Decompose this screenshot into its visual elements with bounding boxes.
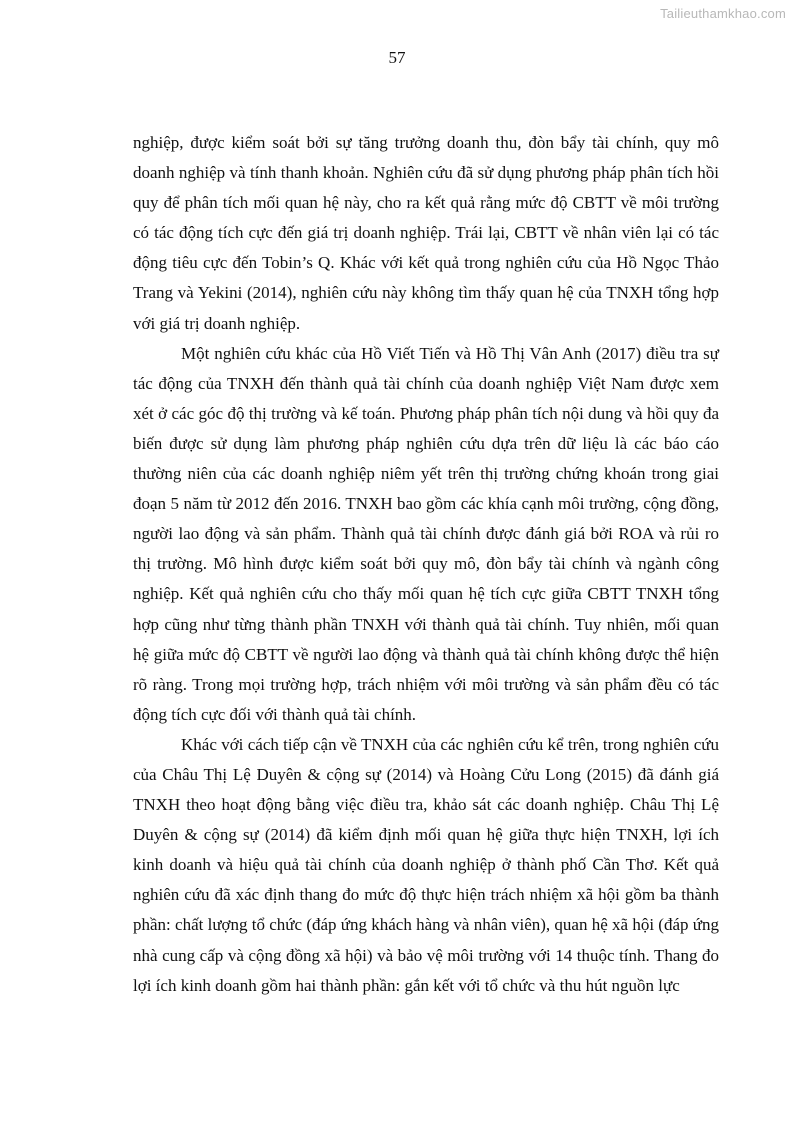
document-body [133,128,719,1001]
watermark-text: Tailieuthamkhao.com [660,6,786,21]
page-number: 57 [388,48,406,67]
paragraph-continued: nghiệp, được kiểm soát bởi sự tăng trưởng doanh thu, đòn bẩy tài chính, quy mô doanh nghiệp và tính thanh khoản. Nghiên cứu đã sử dụng phương pháp phân tích hồi quy để phân tích mối quan hệ này, cho ra kết quả rằng mức độ CBTT về môi trường có tác động tích cực đến giá trị doanh nghiệp. Trái lại, CBTT về nhân viên lại có tác động tiêu cực đến Tobin’s Q. Khác với kết quả trong nghiên cứu của Hồ Ngọc Thảo Trang và Yekini (2014), nghiên cứu này không tìm thấy quan hệ của TNXH tổng hợp với giá trị doanh nghiệp. [133,133,719,333]
paragraph: Một nghiên cứu khác của Hồ Viết Tiến và Hồ Thị Vân Anh (2017) điều tra sự tác động của TNXH đến thành quả tài chính của doanh nghiệp Việt Nam được xem xét ở các góc độ thị trường và kế toán. Phương pháp phân tích nội dung và hồi quy đa biến được sử dụng làm phương pháp nghiên cứu dựa trên dữ liệu là các báo cáo thường niên của các doanh nghiệp niêm yết trên thị trường chứng khoán trong giai đoạn 5 năm từ 2012 đến 2016. TNXH bao gồm các khía cạnh môi trường, cộng đồng, người lao động và sản phẩm. Thành quả tài chính được đánh giá bởi ROA và rủi ro thị trường. Mô hình được kiểm soát bởi quy mô, đòn bẩy tài chính và ngành công nghiệp. Kết quả nghiên cứu cho thấy mối quan hệ tích cực giữa CBTT TNXH tổng hợp cũng như từng thành phần TNXH với thành quả tài chính. Tuy nhiên, mối quan hệ giữa mức độ CBTT về người lao động và thành quả tài chính không được thể hiện rõ ràng. Trong mọi trường hợp, trách nhiệm với môi trường và sản phẩm đều có tác động tích cực đối với thành quả tài chính. [133,343,719,724]
paragraph: Khác với cách tiếp cận về TNXH của các nghiên cứu kể trên, trong nghiên cứu của Châu Thị Lệ Duyên & cộng sự (2014) và Hoàng Cửu Long (2015) đã đánh giá TNXH theo hoạt động bằng việc điều tra, khảo sát các doanh nghiệp. Châu Thị Lệ Duyên & cộng sự (2014) đã kiểm định mối quan hệ giữa thực hiện TNXH, lợi ích kinh doanh và hiệu quả tài chính của doanh nghiệp ở thành phố Cần Thơ. Kết quả nghiên cứu đã xác định thang đo mức độ thực hiện trách nhiệm xã hội gồm ba thành phần: chất lượng tổ chức (đáp ứng khách hàng và nhân viên), quan hệ xã hội (đáp ứng nhà cung cấp và cộng đồng xã hội) và bảo vệ môi trường với 14 thuộc tính. Thang đo lợi ích kinh doanh gồm hai thành phần: gắn kết với tổ chức và thu hút nguồn lực [133,734,719,995]
